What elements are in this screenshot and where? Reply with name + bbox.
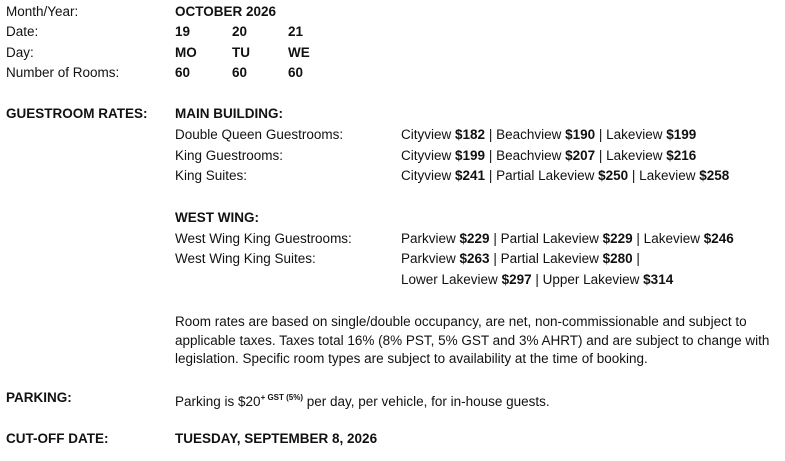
rate-view-label: Parkview [401,251,460,266]
rate-view-label: | Partial Lakeview [489,231,603,246]
room-type-label: King Suites: [175,168,248,183]
rate-price: $250 [598,168,629,183]
day-cell: WE [288,45,310,60]
rate-price: $216 [666,148,697,163]
rate-view-label: | [632,251,640,266]
rate-view-label: Cityview [401,127,456,142]
rooms-cell: 60 [288,65,304,80]
rate-view-label: | Lakeview [595,148,667,163]
rate-view-label: Lower Lakeview [401,272,502,287]
room-type-label: West Wing King Guestrooms: [175,231,352,246]
rooms-cell: 60 [232,65,248,80]
rate-price: $263 [459,251,490,266]
parking-tax-note: + GST (5%) [260,393,304,402]
rate-line [401,230,734,247]
west-wing-heading: WEST WING: [175,210,259,225]
rooms-label: Number of Rooms: [6,65,120,80]
rate-view-label: | Partial Lakeview [489,251,603,266]
date-cell: 21 [288,24,304,39]
date-cell: 19 [175,24,191,39]
rate-line [401,126,696,143]
rate-price: $258 [699,168,730,183]
rate-view-label: Cityview [401,148,456,163]
rate-view-label: | Lakeview [632,231,704,246]
rate-view-label: Cityview [401,168,456,183]
main-building-heading: MAIN BUILDING: [175,106,283,121]
rate-view-label: | Partial Lakeview [485,168,599,183]
rate-price: $207 [565,148,596,163]
month-year-label: Month/Year: [6,4,79,19]
rate-line [401,147,696,164]
parking-price: Parking is $20 [175,394,261,409]
date-label: Date: [6,24,39,39]
cutoff-date: TUESDAY, SEPTEMBER 8, 2026 [175,431,378,446]
room-type-label: Double Queen Guestrooms: [175,127,344,142]
rate-line [401,167,729,184]
parking-text [175,389,550,410]
rate-view-label: | Beachview [485,148,566,163]
rate-price: $241 [455,168,486,183]
rate-price: $190 [565,127,596,142]
guestroom-rates-label: GUESTROOM RATES: [6,106,148,121]
rooms-cell: 60 [175,65,191,80]
day-label: Day: [6,45,34,60]
day-cell: TU [232,45,250,60]
rates-note: Room rates are based on single/double occupancy, are net, non-commissionable and subject to applicable taxes. Taxes total 16% (8% PST, 5% GST and 3% AHRT) and are subject to change with legislation. Specific room types are subject to availability at the time of booking. [175,314,770,366]
date-cell: 20 [232,24,248,39]
rate-view-label: | Beachview [485,127,566,142]
rate-view-label: | Lakeview [595,127,667,142]
rate-line [401,250,640,267]
rate-price: $199 [666,127,697,142]
day-cell: MO [175,45,197,60]
rate-price: $280 [602,251,633,266]
rate-price: $246 [703,231,734,246]
rate-price: $199 [455,148,486,163]
parking-terms: per day, per vehicle, for in-house guests. [303,394,550,409]
month-year-value: OCTOBER 2026 [175,4,277,19]
room-type-label: King Guestrooms: [175,148,284,163]
rate-line [401,271,673,288]
rate-view-label: | Lakeview [628,168,700,183]
rate-view-label: Parkview [401,231,460,246]
parking-label: PARKING: [6,390,72,405]
rate-price: $229 [602,231,633,246]
rate-price: $314 [643,272,674,287]
rate-price: $297 [501,272,532,287]
rate-price: $229 [459,231,490,246]
rate-price: $182 [455,127,486,142]
rate-view-label: | Upper Lakeview [531,272,644,287]
room-type-label: West Wing King Suites: [175,251,316,266]
cutoff-label: CUT-OFF DATE: [6,431,109,446]
